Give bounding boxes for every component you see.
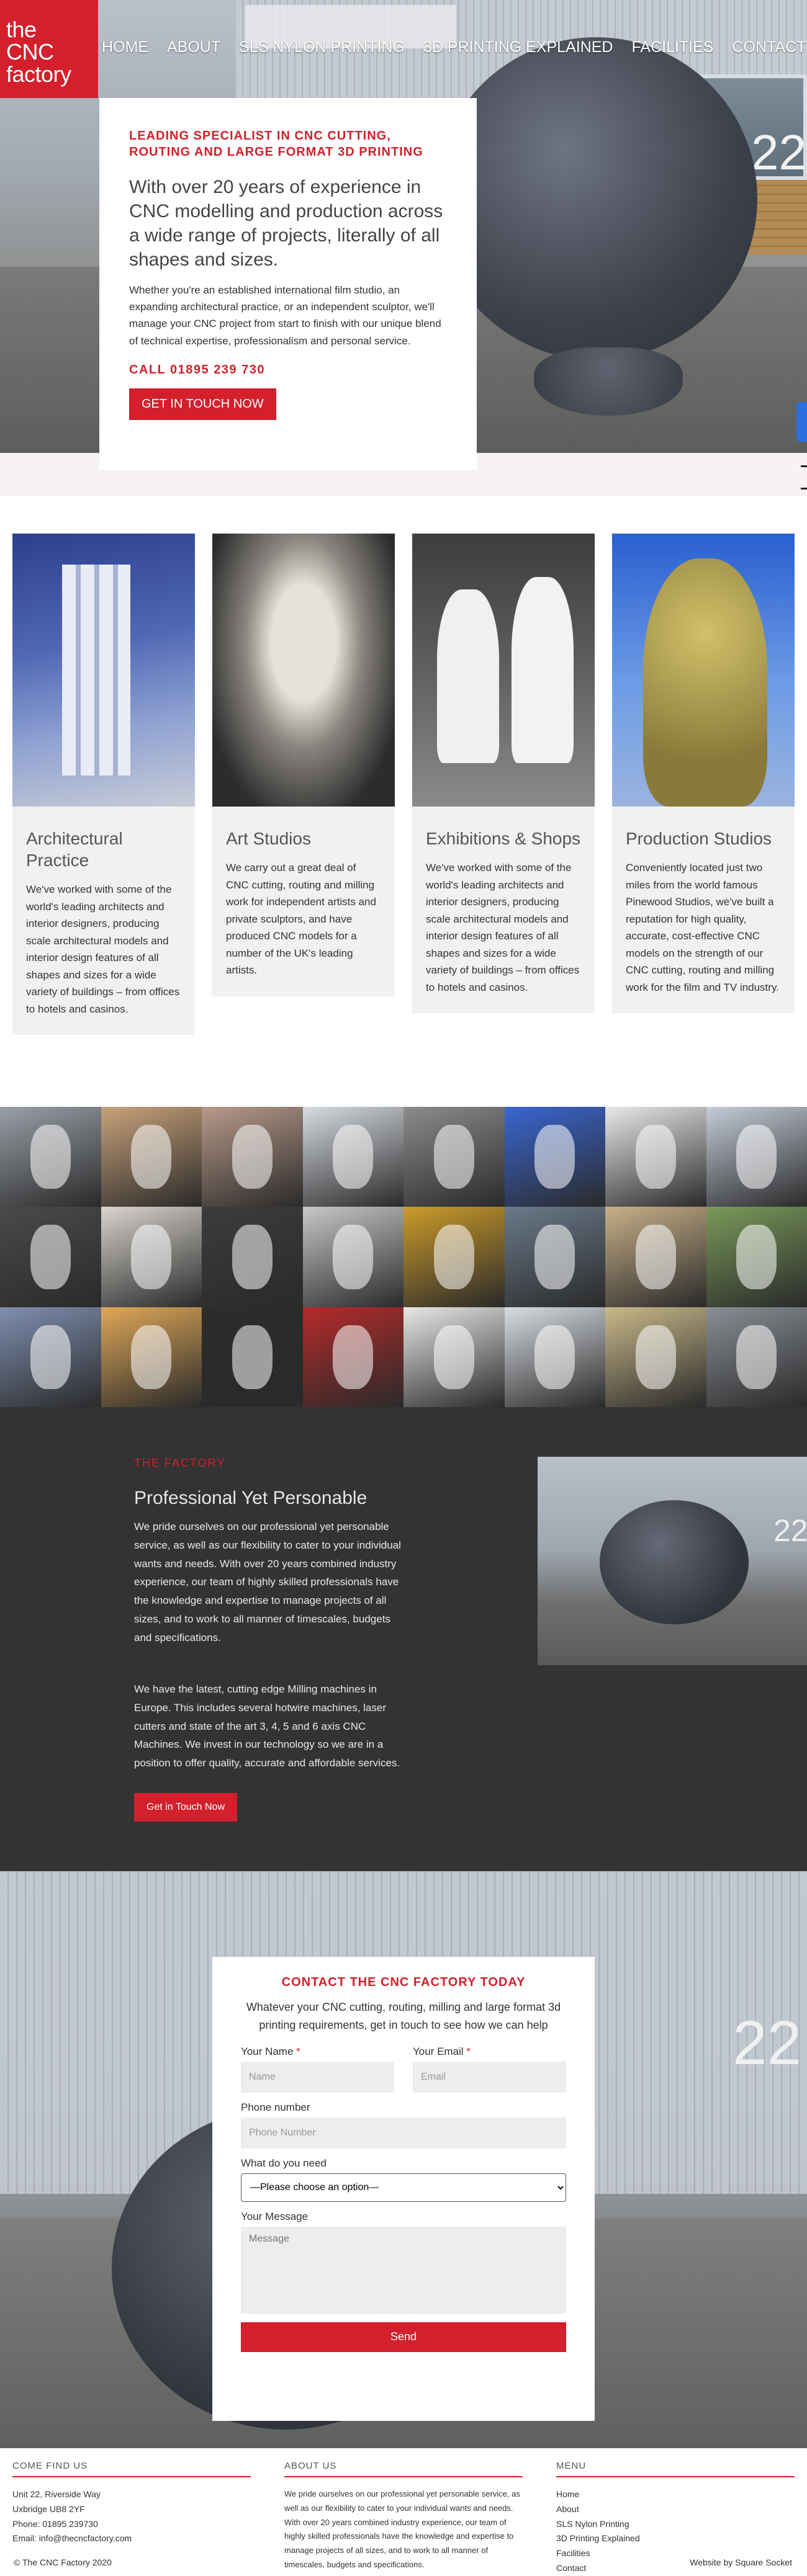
hero-lead: With over 20 years of experience in CNC modelling and production across a wide range of projects, literally of all shapes and sizes. bbox=[129, 177, 443, 270]
footer-find-us bbox=[12, 2461, 251, 2546]
need-select[interactable] bbox=[241, 2173, 566, 2202]
sector-art-studios[interactable] bbox=[212, 534, 395, 996]
gallery-thumbnail[interactable] bbox=[505, 1207, 606, 1307]
hero-body: Whether you're an established international film studio, an expanding architectural practice, or an independent sculptor, we'll manage your CNC project from start to finish with our unique blend of technical expertise, professionalism and personal service. bbox=[129, 284, 441, 347]
hero-kicker: LEADING SPECIALIST IN CNC CUTTING, ROUTING AND LARGE FORMAT 3D PRINTING bbox=[129, 129, 423, 159]
send-button[interactable]: Send bbox=[241, 2322, 566, 2352]
need-label: What do you need bbox=[241, 2157, 327, 2169]
sector-text: We've worked with some of the world's leading architects and interior designers, producing scale architectural models and interior design features of all shapes and sizes for a wide variety of buildings – from offices to hotels and casinos. bbox=[26, 883, 180, 1015]
get-in-touch-button[interactable]: GET IN TOUCH NOW bbox=[129, 388, 276, 420]
gallery-thumbnail[interactable] bbox=[0, 1107, 101, 1207]
message-field[interactable] bbox=[241, 2227, 566, 2314]
gallery-thumbnail[interactable] bbox=[706, 1107, 807, 1207]
side-marker bbox=[801, 465, 807, 467]
nav-home[interactable]: HOME bbox=[102, 38, 148, 56]
gallery-thumbnail[interactable] bbox=[303, 1207, 404, 1307]
logo-line-2: CNC bbox=[6, 39, 54, 65]
sector-card bbox=[212, 807, 395, 996]
sector-title: Architectural Practice bbox=[26, 829, 123, 870]
footer-heading: COME FIND US bbox=[12, 2461, 251, 2477]
nav-sls-nylon-printing[interactable]: SLS NYLON PRINTING bbox=[239, 38, 405, 56]
project-gallery bbox=[0, 1107, 807, 1407]
footer-link-facilities[interactable]: Facilities bbox=[556, 2548, 590, 2559]
sector-card bbox=[612, 807, 795, 1013]
gallery-thumbnail[interactable] bbox=[605, 1107, 706, 1207]
phone-field[interactable] bbox=[241, 2118, 566, 2149]
factory-kicker: THE FACTORY bbox=[134, 1457, 226, 1469]
factory-get-in-touch-button[interactable]: Get in Touch Now bbox=[134, 1793, 237, 1822]
gallery-thumbnail[interactable] bbox=[706, 1307, 807, 1407]
hero-card bbox=[99, 98, 477, 470]
site-credit: Website by Square Socket bbox=[690, 2557, 792, 2567]
sector-card bbox=[12, 807, 195, 1035]
gallery-thumbnail[interactable] bbox=[202, 1107, 303, 1207]
nav-facilities[interactable]: FACILITIES bbox=[631, 38, 714, 56]
email-field[interactable] bbox=[413, 2062, 566, 2093]
contact-intro: Whatever your CNC cutting, routing, milling and large format 3d printing requirements, get in touch to see how we can help bbox=[246, 2001, 561, 2031]
footer-link-home[interactable]: Home bbox=[556, 2489, 580, 2499]
sector-card bbox=[412, 807, 595, 1013]
sector-text: Conveniently located just two miles from the world famous Pinewood Studios, we've built a reputation for high quality, accurate, cost-effective CNC models on the strength of our CNC cutting, routing and milling work for the film and TV industry. bbox=[626, 862, 779, 993]
gallery-thumbnail[interactable] bbox=[605, 1307, 706, 1407]
footer-about-us bbox=[284, 2461, 523, 2572]
side-widget-tab[interactable] bbox=[796, 402, 807, 442]
sector-title: Exhibitions & Shops bbox=[426, 829, 581, 848]
building-number: 22 bbox=[751, 125, 806, 180]
contact-section bbox=[0, 1871, 807, 2448]
horse-sculptures-image bbox=[412, 534, 595, 807]
gallery-thumbnail[interactable] bbox=[303, 1307, 404, 1407]
address-line: Uxbridge UB8 2YF bbox=[12, 2503, 85, 2514]
factory-photo bbox=[538, 1457, 807, 1665]
sector-text: We've worked with some of the world's leading architects and interior designers, producing scale architectural models and interior design features of all shapes and sizes for a wide variety of buildings – from offices to hotels and casinos. bbox=[426, 862, 580, 993]
nav-contact[interactable]: CONTACT bbox=[732, 38, 806, 56]
name-label: Your Name * bbox=[241, 2045, 300, 2057]
footer-phone[interactable]: Phone: 01895 239730 bbox=[12, 2518, 98, 2529]
footer-email[interactable]: Email: info@thecncfactory.com bbox=[12, 2533, 132, 2544]
gallery-thumbnail[interactable] bbox=[202, 1207, 303, 1307]
nav-3d-printing-explained[interactable]: 3D PRINTING EXPLAINED bbox=[423, 38, 613, 56]
site-footer bbox=[0, 2448, 807, 2576]
message-label: Your Message bbox=[241, 2210, 309, 2222]
gallery-thumbnail[interactable] bbox=[605, 1207, 706, 1307]
gallery-thumbnail[interactable] bbox=[101, 1107, 202, 1207]
building-number: 22 bbox=[733, 2008, 802, 2078]
footer-link-about[interactable]: About bbox=[556, 2503, 579, 2514]
skull-jaw-sculpture bbox=[534, 347, 683, 416]
site-logo[interactable] bbox=[0, 0, 98, 98]
name-field[interactable] bbox=[241, 2062, 394, 2093]
footer-link-sls-nylon-printing[interactable]: SLS Nylon Printing bbox=[556, 2518, 629, 2529]
main-nav bbox=[102, 38, 806, 56]
sector-exhibitions[interactable] bbox=[412, 534, 595, 1013]
gallery-thumbnail[interactable] bbox=[101, 1207, 202, 1307]
footer-link-contact[interactable]: Contact bbox=[556, 2562, 587, 2573]
gallery-thumbnail[interactable] bbox=[505, 1107, 606, 1207]
architectural-model-image bbox=[12, 534, 195, 807]
contact-form bbox=[212, 1957, 595, 2421]
factory-title: Professional Yet Personable bbox=[134, 1488, 367, 1508]
logo-line-3: factory bbox=[6, 61, 71, 87]
gallery-thumbnail[interactable] bbox=[404, 1207, 505, 1307]
gallery-thumbnail[interactable] bbox=[706, 1207, 807, 1307]
credit-link[interactable]: Square Socket bbox=[735, 2557, 792, 2567]
sector-title: Production Studios bbox=[626, 829, 772, 848]
hero-section bbox=[0, 0, 807, 496]
gallery-thumbnail[interactable] bbox=[0, 1307, 101, 1407]
footer-about-text: We pride ourselves on our professional yet personable service, as well as our flexibility to cater to your individual wants and needs. With over 20 years combined industry experience, our team of highly skilled professionals have the knowledge and expertise to manage projects of all sizes, and to work to all manner of timescales, budgets and specifications. bbox=[284, 2489, 520, 2569]
nav-about[interactable]: ABOUT bbox=[167, 38, 221, 56]
gallery-thumbnail[interactable] bbox=[0, 1207, 101, 1307]
footer-link-3d-printing-explained[interactable]: 3D Printing Explained bbox=[556, 2533, 640, 2544]
gallery-thumbnail[interactable] bbox=[404, 1107, 505, 1207]
factory-paragraph: We pride ourselves on our professional yet personable service, as well as our flexibility to cater to your individual wants and needs. With over 20 years combined industry experience, our team of highly skilled professionals have the knowledge and expertise to manage projects of all sizes, and to work to all manner of timescales, budgets and specifications. bbox=[134, 1521, 401, 1644]
factory-paragraph: We have the latest, cutting edge Milling machines in Europe. This includes several hotwire machines, laser cutters and state of the art 3, 4, 5 and 6 axis CNC Machines. We invest in our technology so we are in a position to offer quality, accurate and affordable services. bbox=[134, 1683, 400, 1769]
sector-architectural[interactable] bbox=[12, 534, 195, 1035]
gallery-thumbnail[interactable] bbox=[303, 1107, 404, 1207]
sector-production-studios[interactable] bbox=[612, 534, 795, 1013]
email-label: Your Email * bbox=[413, 2045, 471, 2057]
phone-label: Phone number bbox=[241, 2101, 310, 2113]
footer-heading: ABOUT US bbox=[284, 2461, 523, 2477]
giant-skull-sculpture bbox=[435, 37, 757, 360]
footer-heading: MENU bbox=[556, 2461, 795, 2477]
hero-phone[interactable]: CALL 01895 239 730 bbox=[129, 362, 265, 377]
logo-line-1: the bbox=[6, 17, 37, 42]
address-line: Unit 22, Riverside Way bbox=[12, 2489, 101, 2499]
sculpture-image bbox=[212, 534, 395, 807]
factory-section bbox=[0, 1407, 807, 1871]
gallery-thumbnail[interactable] bbox=[202, 1307, 303, 1407]
gallery-thumbnail[interactable] bbox=[101, 1307, 202, 1407]
gallery-thumbnail[interactable] bbox=[505, 1307, 606, 1407]
side-marker bbox=[801, 488, 807, 490]
gallery-thumbnail[interactable] bbox=[404, 1307, 505, 1407]
sector-text: We carry out a great deal of CNC cutting, routing and milling work for independent artists and private sculptors, and have produced CNC models for a number of the UK's leading artists. bbox=[226, 862, 376, 977]
copyright: © The CNC Factory 2020 bbox=[14, 2557, 112, 2567]
contact-title: CONTACT THE CNC FACTORY TODAY bbox=[281, 1975, 526, 1989]
statue-image bbox=[612, 534, 795, 807]
sector-title: Art Studios bbox=[226, 829, 311, 848]
